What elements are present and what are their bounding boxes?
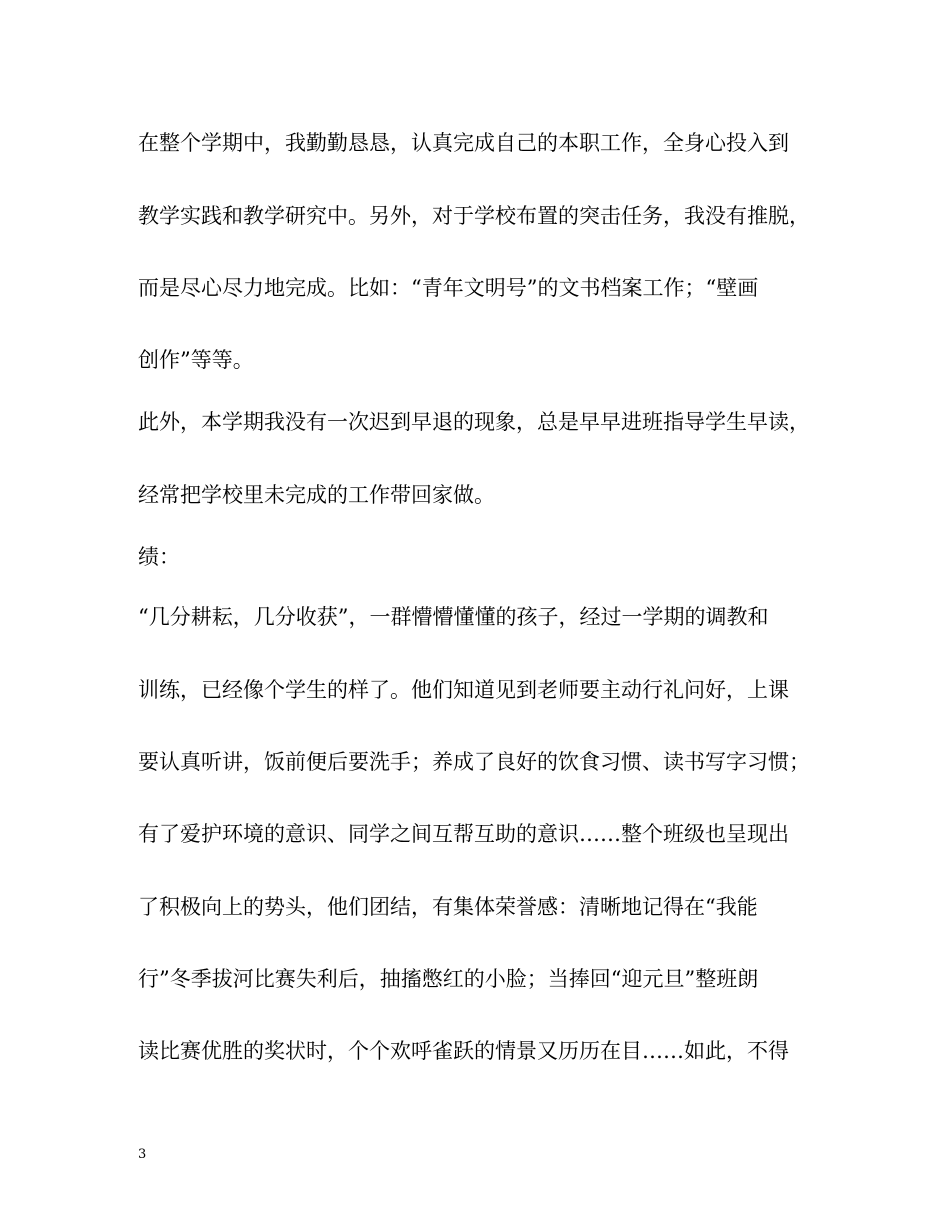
text-line-4: 创作”等等。 bbox=[138, 348, 254, 372]
text-line-13: 行”冬季拔河比赛失利后，抽搐憋红的小脸；当捧回“迎元旦”整班朗 bbox=[138, 967, 759, 991]
text-line-10: 要认真听讲，饭前便后要洗手；养成了良好的饮食习惯、读书写字习惯； bbox=[138, 750, 810, 774]
section-heading: 绩： bbox=[138, 545, 180, 569]
text-line-9: 训练，已经像个学生的样了。他们知道见到老师要主动行礼问好，上课 bbox=[138, 678, 789, 702]
text-line-11: 有了爱护环境的意识、同学之间互帮互助的意识……整个班级也呈现出 bbox=[138, 822, 789, 846]
text-line-3: 而是尽心尽力地完成。比如：“青年文明号”的文书档案工作；“壁画 bbox=[138, 276, 759, 300]
text-line-12: 了积极向上的势头，他们团结，有集体荣誉感：清晰地记得在“我能 bbox=[138, 895, 758, 919]
text-line-14: 读比赛优胜的奖状时，个个欢呼雀跃的情景又历历在目……如此，不得 bbox=[138, 1039, 789, 1063]
text-line-2: 教学实践和教学研究中。另外，对于学校布置的突击任务，我没有推脱， bbox=[138, 204, 810, 228]
text-line-6: 经常把学校里未完成的工作带回家做。 bbox=[138, 483, 495, 507]
text-line-8: “几分耕耘，几分收获”，一群懵懵懂懂的孩子，经过一学期的调教和 bbox=[138, 605, 769, 629]
text-line-5: 此外，本学期我没有一次迟到早退的现象，总是早早进班指导学生早读， bbox=[138, 410, 810, 434]
page-number: 3 bbox=[138, 1147, 147, 1162]
text-line-1: 在整个学期中，我勤勤恳恳，认真完成自己的本职工作，全身心投入到 bbox=[138, 131, 789, 155]
